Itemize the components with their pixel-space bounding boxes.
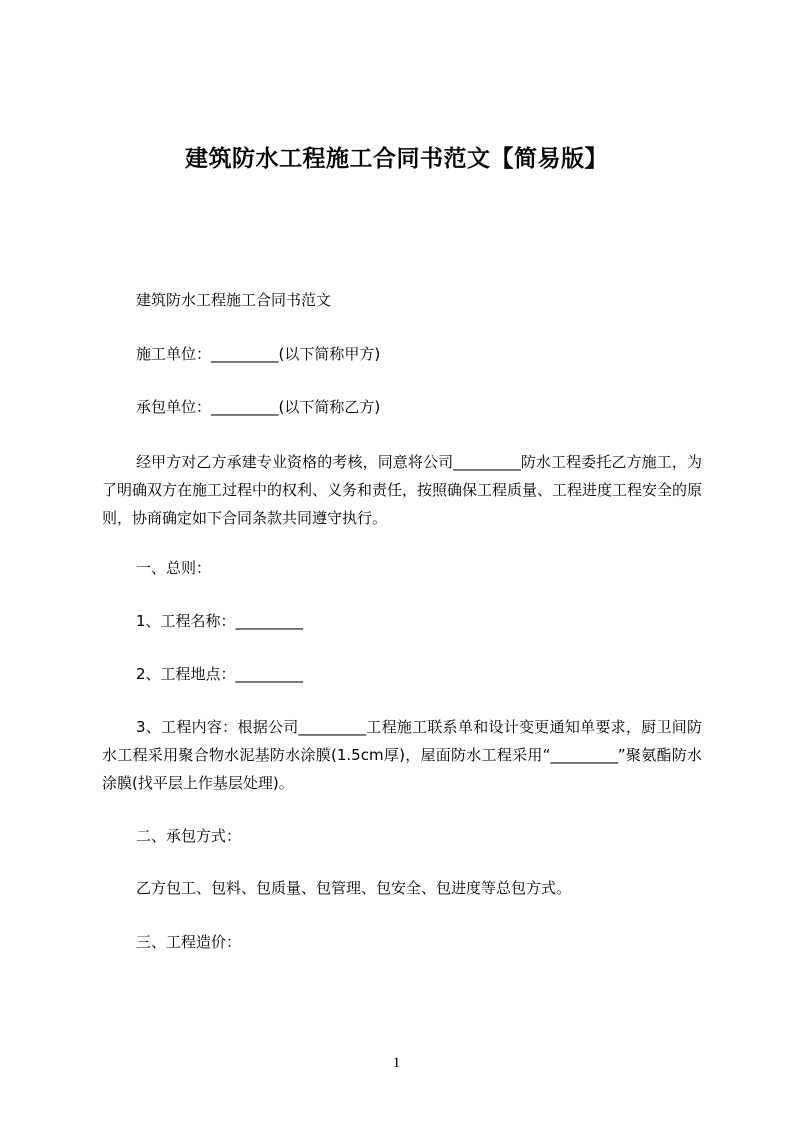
intro-paragraph: 经甲方对乙方承建专业资格的考核，同意将公司_________防水工程委托乙方施工，为了明确双方在施工过程中的权利、义务和责任，按照确保工程质量、工程进度工程安全的原则，协商确定如下合同条款共同遵守执行。	[102, 453, 703, 527]
section-1-heading: 一、总则：	[136, 559, 212, 577]
document-subtitle: 建筑防水工程施工合同书范文	[136, 291, 332, 309]
party-a-line: 施工单位：_________(以下简称甲方)	[136, 345, 381, 363]
page-number: 1	[392, 1055, 401, 1071]
item-1-project-name: 1、工程名称：_________	[136, 612, 304, 630]
section-2-heading: 二、承包方式：	[136, 827, 242, 845]
section-3-heading: 三、工程造价：	[136, 933, 242, 951]
contract-method-text: 乙方包工、包料、包质量、包管理、包安全、包进度等总包方式。	[136, 879, 572, 897]
item-2-project-location: 2、工程地点：_________	[136, 665, 304, 683]
party-b-line: 承包单位：_________(以下简称乙方)	[136, 398, 381, 416]
item-3-project-content: 3、工程内容：根据公司_________工程施工联系单和设计变更通知单要求，厨卫间防水工程采用聚合物水泥基防水涂膜(1.5cm厚)，屋面防水工程采用“_________”聚氨酯防水涂膜(找平层上作基层处理)。	[102, 718, 702, 792]
document-title: 建筑防水工程施工合同书范文【简易版】	[185, 146, 608, 172]
